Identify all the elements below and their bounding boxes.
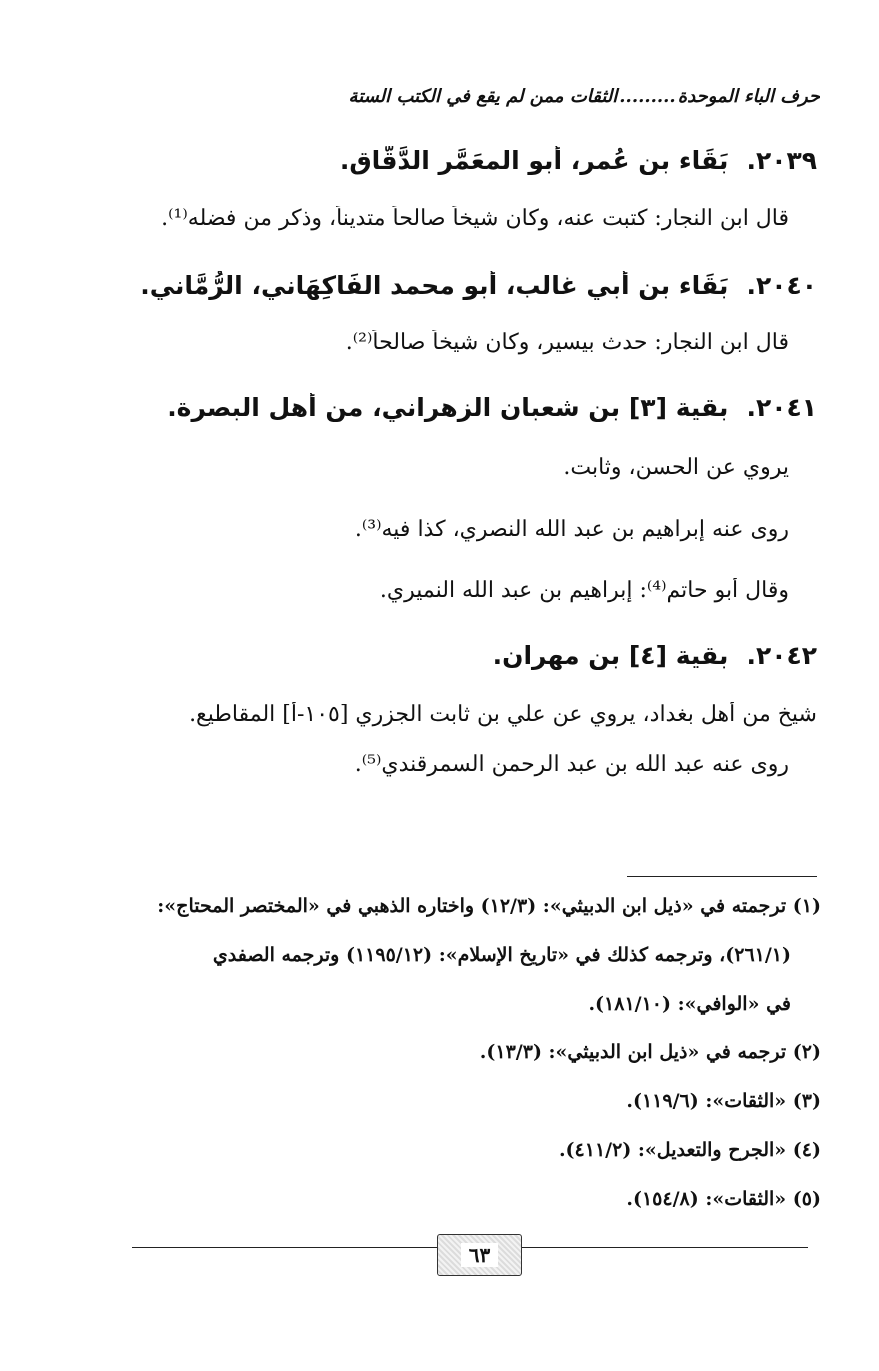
footnote-line: (٢) ترجمه في «ذيل ابن الدبيثي»: (١٣/٣). <box>479 1041 821 1063</box>
entry-heading <box>117 393 817 422</box>
entry-text-line: قال ابن النجار: حدث بيسير، وكان شيخاً صالحاً⁽²⁾. <box>345 330 789 355</box>
page-number: ٦٣ <box>461 1243 498 1267</box>
entry-text-line: روى عنه عبد الله بن عبد الرحمن السمرقندي⁽⁵⁾. <box>354 752 789 777</box>
footnote-line: (٣) «الثقات»: (١١٩/٦). <box>626 1090 821 1112</box>
footnote-line: (٢٦١/١)، وترجمه كذلك في «تاريخ الإسلام»: (١١٩٥/١٢) وترجمه الصفدي <box>212 944 791 966</box>
entry-number: ٢٠٣٩. <box>746 146 817 175</box>
running-header <box>140 86 820 107</box>
header-book-title: الثقات ممن لم يقع في الكتب الستة <box>348 86 618 107</box>
entry-heading <box>117 271 817 300</box>
entry-title: بقية [٤] بن مهران. <box>492 641 729 670</box>
entry-number: ٢٠٤٠. <box>746 271 817 300</box>
entry-title: بقية [٣] بن شعبان الزهراني، من أهل البصرة. <box>167 393 729 422</box>
entry-text-line: شيخ من أهل بغداد، يروي عن علي بن ثابت الجزري [١٠٥-أ] المقاطيع. <box>189 702 817 727</box>
footer-rule-left <box>132 1247 437 1248</box>
header-chapter-title: حرف الباء الموحدة <box>677 86 820 107</box>
entry-text-line: وقال أبو حاتم⁽⁴⁾: إبراهيم بن عبد الله النميري. <box>379 578 789 603</box>
entry-number: ٢٠٤٢. <box>746 641 817 670</box>
page-number-frame <box>437 1234 522 1276</box>
entry-heading <box>117 641 817 670</box>
footnote-line: (٥) «الثقات»: (١٥٤/٨). <box>626 1188 821 1210</box>
footnote-line: (٤) «الجرح والتعديل»: (٤١١/٢). <box>558 1139 821 1161</box>
header-dots: ......... <box>619 86 676 107</box>
footnote-line: (١) ترجمته في «ذيل ابن الدبيثي»: (١٢/٣) واختاره الذهبي في «المختصر المحتاج»: <box>157 895 821 917</box>
footer-rule-right <box>520 1247 808 1248</box>
entry-title: بَقَاء بن عُمر، أبو المعَمَّر الدَّقَّاق. <box>339 146 729 175</box>
footnote-separator <box>627 876 817 877</box>
entry-text-line: قال ابن النجار: كتبت عنه، وكان شيخاً صالحاً متديناً، وذكر من فضله⁽¹⁾. <box>161 206 789 231</box>
entry-title: بَقَاء بن أبي غالب، أبو محمد الفَاكِهَاني، الرُّمَّاني. <box>140 271 729 300</box>
footnote-line: في «الوافي»: (١٨١/١٠). <box>588 993 791 1015</box>
entry-text-line: يروي عن الحسن، وثابت. <box>563 455 789 480</box>
entry-heading <box>117 146 817 175</box>
entry-text-line: روى عنه إبراهيم بن عبد الله النصري، كذا فيه⁽³⁾. <box>354 517 789 542</box>
entry-number: ٢٠٤١. <box>746 393 817 422</box>
